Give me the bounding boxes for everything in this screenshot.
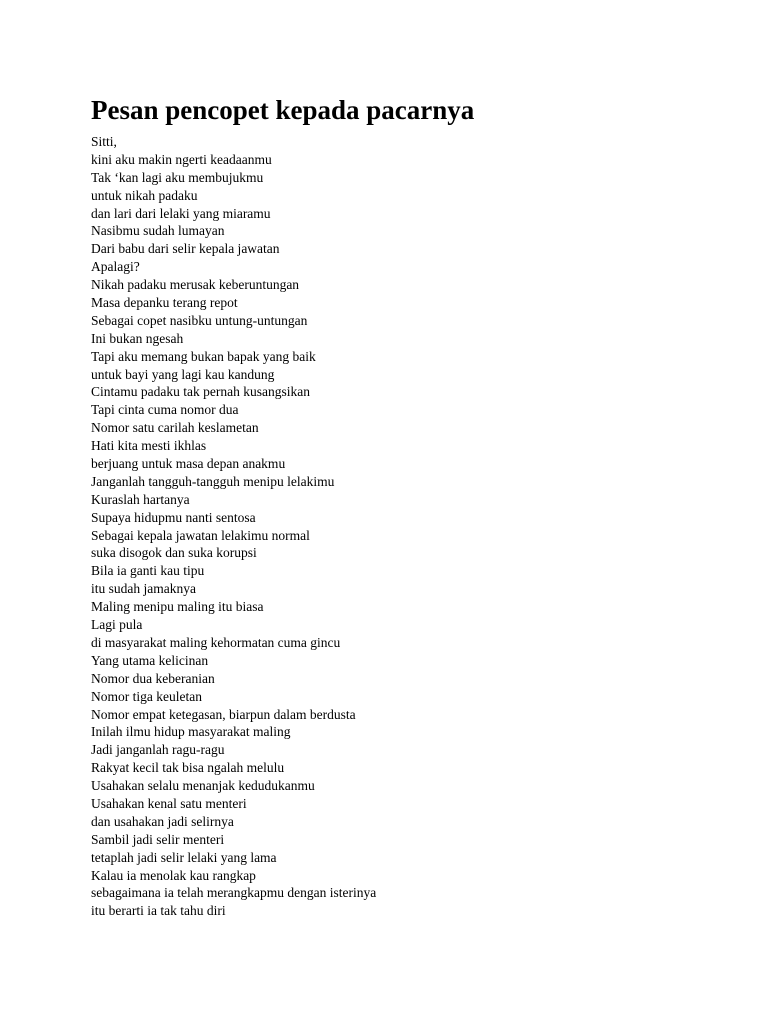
poem-line: Nomor tiga keuletan <box>91 688 202 704</box>
poem-line: Nomor satu carilah keslametan <box>91 420 259 436</box>
poem-line: Yang utama kelicinan <box>91 652 209 668</box>
poem-line: Tapi cinta cuma nomor dua <box>91 402 239 418</box>
poem-line: Sitti, <box>91 134 117 149</box>
poem-line: Ini bukan ngesah <box>91 330 184 346</box>
poem-line: Nasibmu sudah lumayan <box>91 223 225 239</box>
poem-line: untuk bayi yang lagi kau kandung <box>91 366 275 382</box>
poem-line: Sebagai kepala jawatan lelakimu normal <box>91 527 310 543</box>
poem-line: itu berarti ia tak tahu diri <box>91 903 226 919</box>
poem-line: Tapi aku memang bukan bapak yang baik <box>91 348 316 364</box>
poem-line: tetaplah jadi selir lelaki yang lama <box>91 849 277 865</box>
poem-line: di masyarakat maling kehormatan cuma gincu <box>91 634 341 650</box>
poem-line: kini aku makin ngerti keadaanmu <box>91 151 272 167</box>
poem-line: Nomor empat ketegasan, biarpun dalam berdusta <box>91 706 356 722</box>
poem-line: berjuang untuk masa depan anakmu <box>91 456 286 472</box>
poem-line: Jadi janganlah ragu-ragu <box>91 742 225 758</box>
poem-line: Maling menipu maling itu biasa <box>91 599 264 615</box>
poem-line: Lagi pula <box>91 617 143 633</box>
poem-line: suka disogok dan suka korupsi <box>91 545 257 561</box>
poem-line: Bila ia ganti kau tipu <box>91 563 205 579</box>
poem-line: Sambil jadi selir menteri <box>91 831 225 847</box>
poem-line: Janganlah tangguh-tangguh menipu lelakimu <box>91 473 335 489</box>
poem-line: Dari babu dari selir kepala jawatan <box>91 241 280 257</box>
poem-line: Hati kita mesti ikhlas <box>91 438 207 454</box>
poem-line: Supaya hidupmu nanti sentosa <box>91 509 256 525</box>
poem-line: sebagaimana ia telah merangkapmu dengan isterinya <box>91 885 377 901</box>
poem-body <box>91 133 376 920</box>
poem-line: Sebagai copet nasibku untung-untungan <box>91 312 308 328</box>
poem-line: Kalau ia menolak kau rangkap <box>91 867 256 883</box>
poem-line: dan usahakan jadi selirnya <box>91 813 234 829</box>
poem-line: dan lari dari lelaki yang miaramu <box>91 205 271 221</box>
poem-line: Kuraslah hartanya <box>91 491 190 507</box>
poem-line: Usahakan selalu menanjak kedudukanmu <box>91 778 315 794</box>
poem-line: untuk nikah padaku <box>91 187 198 203</box>
poem-line: Apalagi? <box>91 259 140 275</box>
poem-line: Nomor dua keberanian <box>91 670 215 686</box>
poem-line: Masa depanku terang repot <box>91 295 238 311</box>
poem-title: Pesan pencopet kepada pacarnya <box>91 95 475 125</box>
poem-line: Usahakan kenal satu menteri <box>91 795 247 811</box>
poem-line: itu sudah jamaknya <box>91 581 196 597</box>
poem-line: Inilah ilmu hidup masyarakat maling <box>91 724 291 740</box>
poem-line: Rakyat kecil tak bisa ngalah melulu <box>91 760 285 776</box>
poem-line: Tak ‘kan lagi aku membujukmu <box>91 169 264 185</box>
poem-line: Nikah padaku merusak keberuntungan <box>91 277 300 293</box>
poem-line: Cintamu padaku tak pernah kusangsikan <box>91 384 310 400</box>
